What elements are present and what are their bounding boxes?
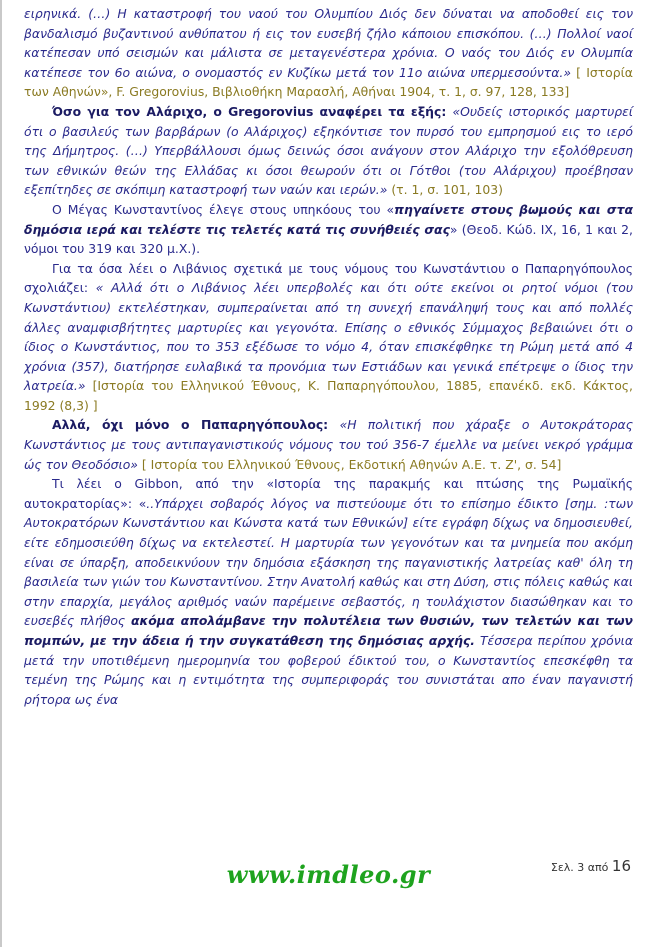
citation: [ Ιστορία του Ελληνικού Έθνους, Εκδοτική Αθηνών Α.Ε. τ. Ζ', σ. 54] — [137, 456, 562, 472]
text-run: Αλλά, όχι μόνο ο Παπαρηγόπουλος: — [52, 417, 340, 433]
body-text — [24, 4, 633, 709]
citation: [Ιστορία του Ελληνικού Έθνους, Κ. Παπαρηγόπουλου, 1885, επανέκδ. εκδ. Κάκτος, 1992 (8,3) ] — [24, 378, 633, 413]
quote-text: « Αλλά ότι ο Λιβάνιος λέει υπερβολές και ότι ούτε εκείνοι οι ρητοί νόμοι (του Κωνστάντιου) εκτελέστηκαν, συμπεραίνεται από τη συνεχή επανάληψή τους και από πολλές άλλες αναμφισβήτητες μαρτυρίες και γεγονότα. Επίσης ο εθνικός Σύμμαχος βεβαιώνει ότι ο ίδιος ο Κωνστάντιος, που το 353 εξέδωσε το νόμο 4, όταν επισκέφθηκε τη Ρώμη μετά από 4 χρόνια (357), διατήρησε ευλαβικά τα προνόμια των Εστιάδων και γενικά επέτρεψε ο ίδιος την λατρεία.» — [24, 280, 633, 394]
text-run: πηγαίνετε στους βωμούς και στα δημόσια ιερά και τελέστε τις τελετές κατά τις συνήθειές σας — [24, 201, 633, 237]
paragraph — [24, 415, 633, 474]
quote-text: «Η πολιτική που χάραξε ο Αυτοκράτορας Κωνστάντιος με τους αντιπαγανιστικούς νόμους του τού 356-7 έμελλε να μείνει νεκρό γράμμα ώς τον Θεοδόσιο» — [24, 417, 633, 472]
text-run: Ο Μέγας Κωνσταντίνος έλεγε στους υπηκόους του « — [52, 201, 395, 217]
paragraph — [24, 200, 633, 259]
paragraph — [24, 102, 633, 200]
quote-text: «Ουδείς ιστορικός μαρτυρεί ότι ο βασιλεύς των βαρβάρων (ο Αλάριχος) εξηκόντισε τον πυρσό του εμπρησμού εις το ιερό της Δήμητρος. (…) Υπερβάλλουσι όμως δεινώς όσοι ανάγουν στον Αλάριχο την εξολόθρευση των εθνικών θεών της Ελλάδας κι όσοι θεωρούν ότι οι Γότθοι (του Αλάριχου) προέβησαν εξεπίτηδες σε σκόπιμη καταστροφή των ναών και ιερών.» — [24, 103, 633, 198]
text-run: Όσο για τον Αλάριχο, ο Gregorovius αναφέρει τα εξής: — [52, 103, 453, 119]
text-run: » (Θεοδ. Κώδ. IX, 16, 1 και 2, νόμοι του 319 και 320 μ.Χ.). — [24, 221, 633, 257]
text-run: ακόμα απολάμβανε την πολυτέλεια των θυσιών, των τελετών και των πομπών, με την άδεια ή την συγκατάθεση της δημόσιας αρχής. — [24, 613, 633, 648]
quote-text: ..Υπάρχει σοβαρός λόγος να πιστεύουμε ότι το επίσημο έδικτο [σημ. :των Αυτοκρατόρων Κωνστάντιου και Κώνστα κατά των Εθνικών] είτε εγράφη δίχως να δημοσιευθεί, είτε εδημοσιεύθη δίχως να εκτελεστεί. Η μαρτυρία των γεγονότων και τα μνημεία που ακόμη είναι σε ύπαρξη, αποδεικνύουν την δημόσια εξάσκηση της παγανιστικής λατρείας καθ' όλη τη βασιλεία των γιών του Κωνσταντίνου. Στην Ανατολή καθώς και στη Δύση, στις πόλεις καθώς και στην επαρχία, μεγάλος αριθμός ναών παρέμεινε σεβαστός, η τουλάχιστον διασώθηκαν και το ευσεβές πλήθος — [24, 495, 633, 629]
citation: [ Ιστορία των Αθηνών», F. Gregorovius, Βιβλιοθήκη Μαρασλή, Αθήναι 1904, τ. 1, σ. 97, 128, 133] — [24, 64, 633, 100]
paragraph — [24, 259, 633, 416]
text-run: Για τα όσα λέει ο Λιβάνιος σχετικά με τους νόμους του Κωνστάντιου ο Παπαρηγόπουλος σχολιάζει: — [24, 260, 633, 296]
website-footer-link[interactable]: www.imdleo.gr — [226, 860, 431, 889]
page-number — [551, 857, 631, 875]
page-number-total: 16 — [611, 857, 631, 875]
quote-text: ειρηνικά. (…) Η καταστροφή του ναού του Ολυμπίου Διός δεν δύναται να αποδοθεί εις τον βανδαλισμό βυζαντινού ανθύπατου ή εις τον ευσεβή ζήλο κάποιου επισκόπου. (…) Πολλοί ναοί κατέπεσαν υπό σεισμών και μάλιστα σε μεταγενέστερα χρόνια. Ο ναός του Διός εν Ολυμπία κατέπεσε τον 6ο αιώνα, ο ονομαστός εν Κυζίκω μετά τον 11ο αιώνα υπερμεσούντα.» — [24, 6, 633, 80]
citation: (τ. 1, σ. 101, 103) — [387, 182, 504, 198]
page-number-label: Σελ. 3 από — [550, 861, 612, 874]
paragraph — [24, 4, 633, 102]
quote-text: Τέσσερα περίπου χρόνια μετά την υποτιθέμενη ημερομηνία του φοβερού έδικτού του, ο Κωνσταντίος επεσκέφθη τα τεμένη της Ρώμης και η εντιμότητα της συμπεριφοράς του συνιστάται απο έναν παγανιστή ρήτορα ως ένα — [24, 633, 633, 707]
paragraph — [24, 474, 633, 709]
text-run: Τι λέει ο Gibbon, από την «Ιστορία της παρακμής και πτώσης της Ρωμαϊκής αυτοκρατορίας»: « — [24, 476, 633, 511]
